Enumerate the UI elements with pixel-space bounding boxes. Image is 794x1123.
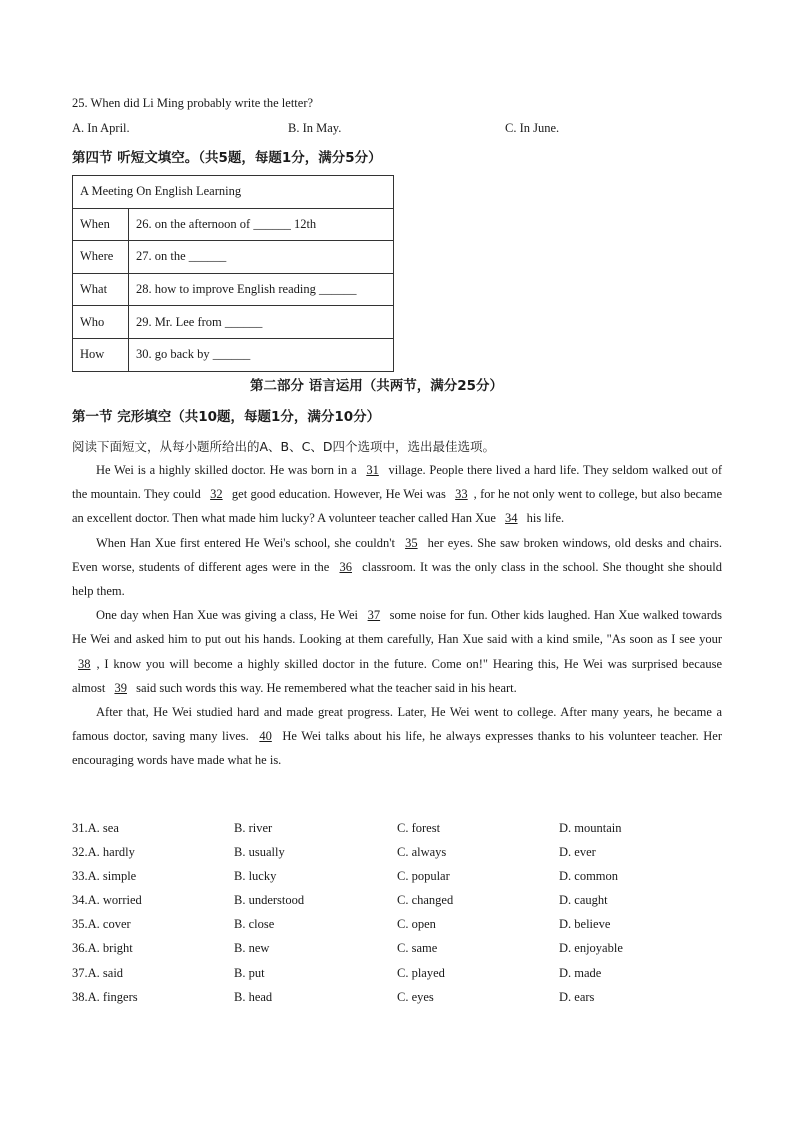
choice-b: B. close [234, 917, 275, 932]
choice-row [72, 966, 722, 990]
choice-c: C. always [397, 845, 447, 860]
text-segment: her eyes. She saw broken windows, old desks and chairs. Even worse, students of different ages were in the [72, 535, 722, 574]
choice-b: B. put [234, 965, 265, 980]
blank-32: 32 [210, 487, 223, 502]
choice-a: 35.A. cover [72, 917, 131, 932]
blank-39: 39 [114, 680, 127, 695]
text-segment: get good education. However, He Wei was [228, 487, 450, 502]
question-25: 25. When did Li Ming probably write the letter? [72, 96, 314, 110]
choice-b: B. lucky [234, 869, 277, 884]
choice-c: C. popular [397, 869, 450, 884]
blank-33: 33 [455, 487, 468, 502]
choice-d: D. caught [559, 893, 608, 908]
choice-a: 38.A. fingers [72, 989, 138, 1004]
choice-row [72, 893, 722, 917]
blank-36: 36 [339, 559, 352, 574]
row-content: 29. Mr. Lee from ______ [129, 306, 394, 339]
q25-option-b: B. In May. [288, 121, 342, 135]
choice-row [72, 941, 722, 965]
text-segment: After that, He Wei studied hard and made great progress. Later, He Wei went to college. After many years, he became a famous doctor, saving many lives. [72, 705, 722, 744]
row-content: 30. go back by ______ [129, 338, 394, 371]
text-segment: When Han Xue first entered He Wei's school, she couldn't [96, 535, 400, 550]
row-label: Where [73, 241, 129, 274]
text-segment: classroom. It was the only class in the school. She thought she should help them. [72, 559, 722, 599]
choice-a: 36.A. bright [72, 941, 133, 956]
choice-c: C. open [397, 917, 436, 932]
text-segment: He Wei talks about his life, he always expresses thanks to his volunteer teacher. Her encouraging words have made what he is. [72, 729, 722, 768]
choice-row [72, 869, 722, 893]
table-title-row [73, 176, 394, 209]
text-segment: , I know you will become a highly skilled doctor in the future. Come on!" Hearing this, He Wei was surprised because almost [72, 656, 722, 695]
text-segment: He Wei is a highly skilled doctor. He was born in a [96, 463, 361, 477]
text-segment: One day when Han Xue was giving a class, He Wei [96, 608, 362, 623]
blank-35: 35 [405, 535, 418, 550]
choice-a: 33.A. simple [72, 869, 137, 884]
choice-a: 34.A. worried [72, 893, 142, 908]
choice-b: B. river [234, 821, 273, 835]
choice-b: B. new [234, 941, 270, 956]
choice-c: C. same [397, 941, 438, 956]
q25-option-a: A. In April. [72, 121, 130, 135]
choice-a: 31.A. sea [72, 821, 119, 835]
choice-d: D. made [559, 965, 602, 980]
blank-40: 40 [259, 729, 272, 744]
choice-c: C. changed [397, 893, 454, 908]
choice-c: C. played [397, 965, 445, 980]
choice-b: B. usually [234, 845, 285, 860]
choice-c: C. eyes [397, 989, 434, 1004]
row-label: How [73, 338, 129, 371]
table-row [73, 273, 394, 306]
choice-row [72, 917, 722, 941]
passage-paragraph [72, 531, 722, 604]
q25-option-c: C. In June. [505, 121, 560, 135]
row-label: When [73, 208, 129, 241]
choice-row [72, 845, 722, 869]
text-segment: some noise for fun. Other kids laughed. Han Xue walked towards He Wei and asked him to put out his hands. Looking at them carefully, Han Xue said with a kind smile, "As soon as I see your [72, 608, 723, 647]
cloze-instruction: 阅读下面短文，从每小题所给出的A、B、C、D四个选项中，选出最佳选项。 [72, 439, 495, 454]
choice-d: D. ever [559, 845, 596, 860]
choice-d: D. ears [559, 989, 595, 1004]
row-content: 27. on the ______ [129, 241, 394, 274]
choice-row [72, 821, 722, 845]
table-row [73, 338, 394, 371]
choice-b: B. understood [234, 893, 305, 908]
listening-fill-table [72, 175, 394, 372]
section-4-heading: 第四节 听短文填空。（共5题，每题1分，满分5分） [72, 150, 382, 166]
blank-31: 31 [366, 463, 379, 477]
table-row [73, 208, 394, 241]
part-2-heading: 第二部分 语言运用（共两节，满分25分） [250, 378, 503, 394]
row-label: What [73, 273, 129, 306]
choice-d: D. believe [559, 917, 611, 932]
text-segment: , for he not only went to college, but also became an excellent doctor. Then what made him lucky? A volunteer teacher called Han Xue [72, 487, 722, 526]
section-1-heading: 第一节 完形填空（共10题，每题1分，满分10分） [72, 409, 381, 425]
choice-d: D. mountain [559, 821, 622, 835]
row-content: 28. how to improve English reading ______ [129, 273, 394, 306]
choice-b: B. head [234, 989, 273, 1004]
choice-a: 32.A. hardly [72, 845, 135, 860]
choice-row [72, 990, 722, 1014]
passage-paragraph [72, 700, 722, 773]
table-title: A Meeting On English Learning [73, 176, 394, 209]
answer-choices [72, 821, 722, 1014]
blank-34: 34 [505, 511, 518, 526]
text-segment: said such words this way. He remembered what the teacher said in his heart. [132, 680, 517, 695]
cloze-passage [72, 458, 722, 773]
passage-paragraph [72, 603, 722, 700]
text-segment: village. People there lived a hard life. They seldom walked out of the mountain. They could [72, 463, 722, 502]
blank-37: 37 [367, 608, 381, 623]
row-content: 26. on the afternoon of ______ 12th [129, 208, 394, 241]
choice-d: D. common [559, 869, 619, 884]
blank-38: 38 [78, 656, 91, 671]
table-row [73, 306, 394, 339]
passage-paragraph [72, 458, 722, 531]
choice-d: D. enjoyable [559, 941, 623, 956]
choice-a: 37.A. said [72, 965, 124, 980]
table-row [73, 241, 394, 274]
row-label: Who [73, 306, 129, 339]
choice-c: C. forest [397, 821, 441, 835]
text-segment: his life. [523, 511, 565, 526]
